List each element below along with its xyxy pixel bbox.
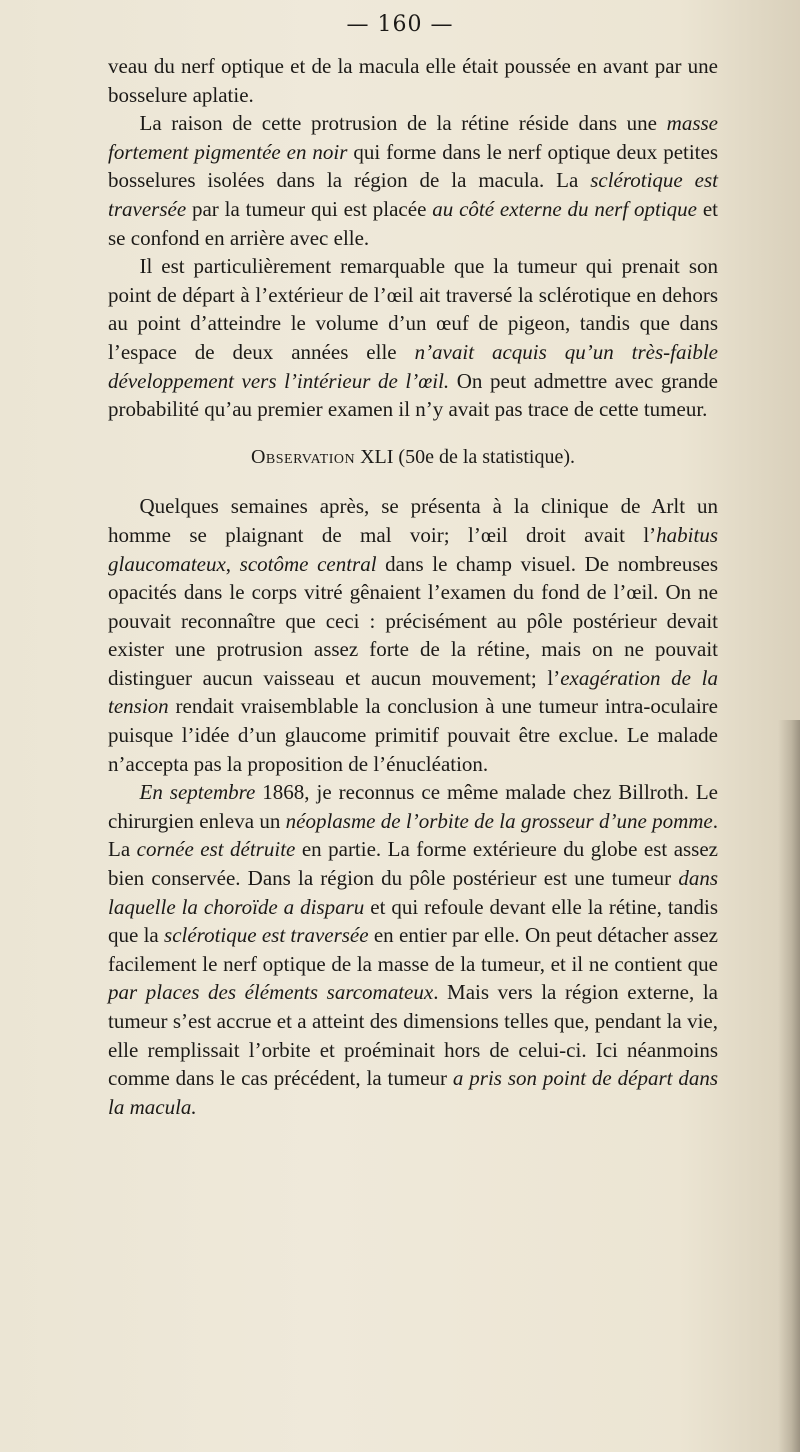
paragraph	[108, 492, 718, 778]
text-run: Quelques semaines après, se présenta à la clinique de Arlt un homme se plaignant de mal voir; l’œil droit avait l’	[108, 494, 718, 547]
text-run: 1868, je reconnus ce même malade chez Billroth. Le chirurgien enleva un	[108, 780, 718, 833]
text-run: On peut admettre avec grande probabilité qu’au premier examen il n’y avait pas trace de cette tumeur.	[108, 368, 718, 422]
text-run: Il est particulièrement remarquable que la tumeur qui prenait son point de départ à l’extérieur de l’œil ait traversé la sclérotique en dehors au point d’atteindre le volume d’un œuf de pigeon, tandis que dans l’espace de deux années elle	[108, 254, 718, 364]
text-run: . Mais vers la région externe, la tumeur s’est accrue et a atteint des dimensions telles que, pendant la vie, elle remplissait l’orbite et proéminait hors de celui-ci. Ici néanmoins comme dans le cas précédent, la tumeur	[108, 980, 718, 1091]
italic-run: exagération de la tension	[108, 665, 718, 719]
italic-run: néoplasme de l’orbite de la grosseur d’une pomme	[285, 808, 713, 833]
page-number: — 160 —	[346, 12, 454, 37]
paragraph	[108, 52, 718, 109]
italic-run: En septembre	[139, 780, 256, 805]
text-run: et qui refoule devant elle la rétine, tandis que la	[108, 894, 718, 948]
paragraph	[108, 109, 718, 252]
italic-run: habitus glaucomateux	[108, 522, 718, 576]
observation-heading	[108, 443, 718, 472]
italic-run: masse fortement pigmentée en noir	[108, 111, 718, 164]
text-run: dans le champ visuel. De nombreuses opacités dans le corps vitré gênaient l’examen du fond de l’œil. On ne pouvait reconnaître que ceci : précisément au pôle postérieur devait exister une protrusion assez forte de la rétine, mais on ne pouvait distinguer aucun vaisseau et aucun mouvement; l’	[108, 551, 719, 690]
text-run: rendait vraisemblable la conclusion à une tumeur intra-oculaire puisque l’idée d’un glaucome primitif pouvait être exclue. Le malade n’accepta pas la proposition de l’énucléation.	[108, 694, 718, 776]
paragraph	[108, 252, 718, 424]
italic-run: scotôme central	[239, 551, 377, 576]
heading-label: Observation	[250, 445, 356, 468]
heading-rest: XLI (50e de la statistique).	[355, 445, 576, 468]
text-run: et se confond en arrière avec elle.	[108, 196, 719, 250]
italic-run: cornée est détruite	[136, 837, 296, 862]
text-run: en partie. La forme extérieure du globe est assez bien conservée. Dans la région du pôle postérieur est une tumeur	[108, 837, 718, 891]
italic-run: sclérotique est traversée	[108, 168, 718, 221]
text-run: ,	[225, 551, 240, 576]
italic-run: dans laquelle la choroïde a disparu	[108, 866, 718, 919]
text-run: par la tumeur qui est placée	[186, 196, 433, 221]
italic-run: sclérotique est traversée	[164, 923, 369, 948]
text-run: qui forme dans le nerf optique deux petites bosselures isolées dans la région de la macula. La	[108, 139, 719, 193]
italic-run: par places des éléments sarcomateux	[108, 980, 434, 1005]
text-run: en entier par elle. On peut détacher assez facilement le nerf optique de la masse de la tumeur, et il ne contient que	[108, 923, 718, 976]
text-block-before-heading	[108, 52, 718, 424]
text-run: La raison de cette protrusion de la rétine réside dans une	[139, 111, 667, 136]
italic-run: n’avait acquis qu’un très-faible développement vers l’intérieur de l’œil.	[108, 339, 718, 393]
text-run: . La	[108, 808, 718, 862]
body-text	[108, 52, 718, 1121]
italic-run: au côté externe du nerf optique	[432, 196, 698, 221]
italic-run: a pris son point de départ dans la macula.	[108, 1066, 718, 1119]
text-run: veau du nerf optique et de la macula elle était poussée en avant par une bosselure aplatie.	[108, 54, 718, 107]
paragraph	[108, 778, 718, 1121]
page-edge-shadow	[778, 720, 800, 1452]
text-block-after-heading	[108, 492, 718, 1121]
